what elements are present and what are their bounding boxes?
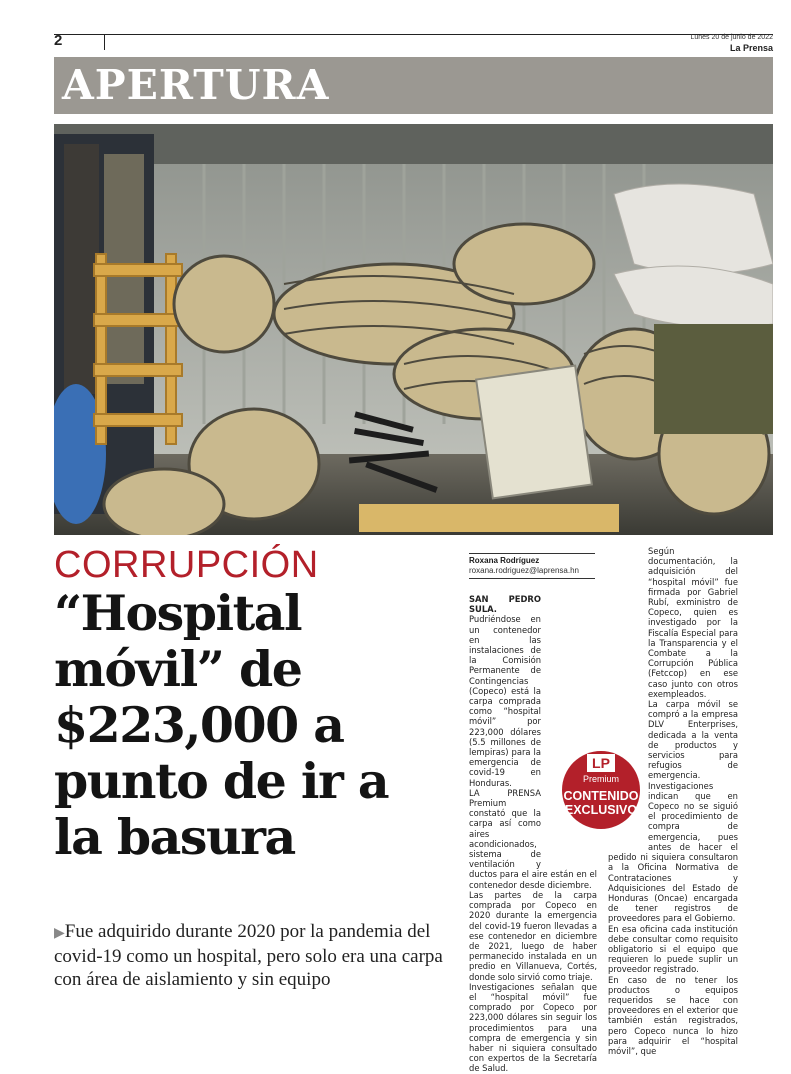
byline-author: Roxana Rodríguez: [469, 556, 540, 565]
body-paragraph: La carpa móvil se compró a la empresa DLV Enterprises, dedicada a la venta de productos y servicios para refugios de emergencia.: [648, 699, 738, 781]
badge-line2: EXCLUSIVO: [564, 803, 638, 817]
body-paragraph: LA PRENSA Premium constató que la carpa así como aires acondicionados, sistema de ventilación y ductos para el aire están en el contenedor desde diciembre.: [469, 787, 597, 890]
issue-date: Lunes 20 de junio de 2022: [690, 34, 773, 41]
body-paragraph: Según documentación, la adquisición del “hospital móvil” fue firmada por Gabriel Rubí, exministro de Copeco, quien es investigado por la Fiscalía Especial para la Transparencia y el Combate a la Corrupción Pública (Fetccop) en ese caso junto con otros exempleados.: [648, 546, 738, 699]
container-photo-illustration: [54, 124, 773, 535]
body-column-1: [469, 594, 597, 1074]
deck-text: Fue adquirido durante 2020 por la pandemia del covid-19 como un hospital, pero solo era una carpa con área de aislamiento y sin equipo: [54, 921, 443, 990]
body-paragraph: Las partes de la carpa comprada por Copeco en 2020 durante la emergencia del covid-19 fueron llevadas a ese contenedor en diciembre de 2021, luego de haber permanecido instalada en un predio en Villanueva, Cortés, donde solo sirvió como triaje.: [469, 889, 597, 982]
byline-email[interactable]: roxana.rodriguez@laprensa.hn: [469, 566, 579, 575]
badge-line1: CONTENIDO: [563, 789, 639, 803]
section-title: APERTURA: [62, 61, 330, 109]
body-paragraph: En esa oficina cada institución debe consultar como requisito obligatorio si el equipo que requieren lo puede suplir un proveedor registrado.: [608, 923, 738, 975]
top-rule: [54, 34, 773, 51]
page-number-divider: [104, 34, 105, 50]
article-headline: “Hospital móvil” de $223,000 a punto de ir a la basura: [54, 584, 389, 866]
newspaper-name: La Prensa: [729, 43, 773, 53]
byline-rule-top: [469, 553, 595, 554]
body-paragraph: Investigaciones señalan que el “hospital móvil” fue comprado por Copeco por 223,000 dólares sin seguir los procedimientos para una compra de emergencia y sin haber ni siquiera consultado con expertos de la Secretaría de Salud.: [469, 981, 597, 1074]
badge-logo: LP: [592, 755, 610, 771]
article-deck: [54, 920, 454, 991]
badge-tier: Premium: [582, 774, 620, 784]
byline-rule-bottom: [469, 578, 595, 579]
body-paragraph: SAN PEDRO SULA. Pudriéndose en un contenedor en las instalaciones de la Comisión Permanente de Contingencias (Copeco) está la carpa comprada como “hospital móvil” por 223,000 dólares (5.5 millones de lempiras) para la emergencia de covid-19 en Honduras.: [469, 594, 541, 788]
article-kicker: CORRUPCIÓN: [54, 544, 319, 586]
bullet-triangle-icon: ▶: [54, 926, 65, 941]
dateline: SAN PEDRO SULA.: [469, 594, 541, 615]
body-paragraph: En caso de no tener los productos o equipos requeridos se hace con proveedores en el exterior que también están registrados, pero Copeco nunca lo hizo para adquirir el “hospital móvil”, que: [608, 974, 738, 1056]
body-paragraph: Investigaciones indican que en Copeco no se siguió el procedimiento de compra de emergencia, pues antes de hacer el pedido ni siquiera consultaron a la Oficina Normativa de Contrataciones y Adquisiciones del Estado de Honduras (Oncae) encargada de tener registros de proveedores para el Gobierno.: [608, 780, 738, 924]
premium-exclusive-badge: [551, 750, 651, 830]
page-number: 2: [54, 32, 63, 49]
article-photo: [54, 124, 773, 535]
